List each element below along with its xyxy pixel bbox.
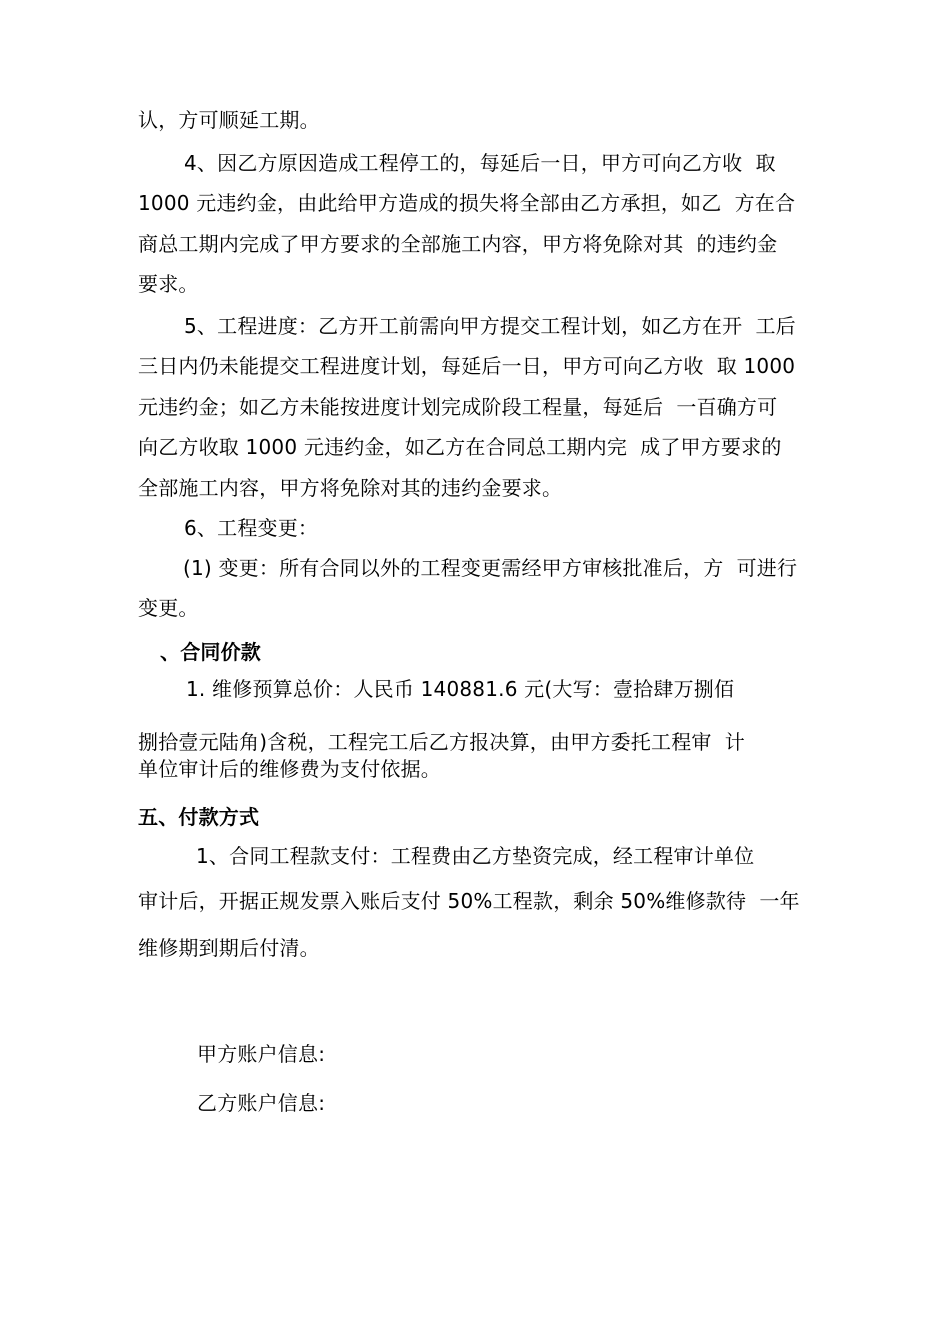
paragraph-line: 捌拾壹元陆角)含税，工程完工后乙方报决算，由甲方委托工程审 计	[138, 730, 745, 754]
section-heading-contract-price: 、合同价款	[160, 640, 261, 664]
paragraph-line: 1000 元违约金，由此给甲方造成的损失将全部由乙方承担，如乙 方在合	[138, 191, 796, 215]
paragraph-line: 维修期到期后付清。	[138, 936, 320, 960]
paragraph-line: 变更。	[138, 596, 199, 620]
clause-5-line: 5、工程进度：乙方开工前需向甲方提交工程计划，如乙方在开 工后	[184, 314, 796, 338]
clause-6-heading: 6、工程变更：	[184, 516, 319, 540]
section-heading-payment: 五、付款方式	[138, 805, 260, 829]
paragraph-line: 向乙方收取 1000 元违约金，如乙方在合同总工期内完 成了甲方要求的	[138, 435, 782, 459]
paragraph-line: 认，方可顺延工期。	[138, 108, 320, 132]
clause-4-line: 4、因乙方原因造成工程停工的，每延后一日，甲方可向乙方收 取	[184, 151, 776, 175]
payment-item-line: 1、合同工程款支付：工程费由乙方垫资完成，经工程审计单位	[196, 844, 755, 868]
paragraph-line: 单位审计后的维修费为支付依据。	[138, 757, 441, 781]
paragraph-line: 元违约金；如乙方未能按进度计划完成阶段工程量，每延后 一百确方可	[138, 395, 778, 419]
paragraph-line: 要求。	[138, 272, 199, 296]
party-b-account-label: 乙方账户信息:	[197, 1091, 326, 1115]
paragraph-line: 全部施工内容，甲方将免除对其的违约金要求。	[138, 476, 563, 500]
paragraph-line: 审计后，开据正规发票入账后支付 50%工程款，剩余 50%维修款待 一年	[138, 889, 800, 913]
sub-clause-line: (1) 变更：所有合同以外的工程变更需经甲方审核批准后，方 可进行	[183, 556, 798, 580]
party-a-account-label: 甲方账户信息:	[197, 1042, 326, 1066]
paragraph-line: 商总工期内完成了甲方要求的全部施工内容，甲方将免除对其 的违约金	[138, 232, 778, 256]
paragraph-line: 三日内仍未能提交工程进度计划，每延后一日，甲方可向乙方收 取 1000	[138, 354, 796, 378]
price-item-line: 1. 维修预算总价：人民币 140881.6 元(大写：壹拾肆万捌佰	[186, 677, 735, 701]
